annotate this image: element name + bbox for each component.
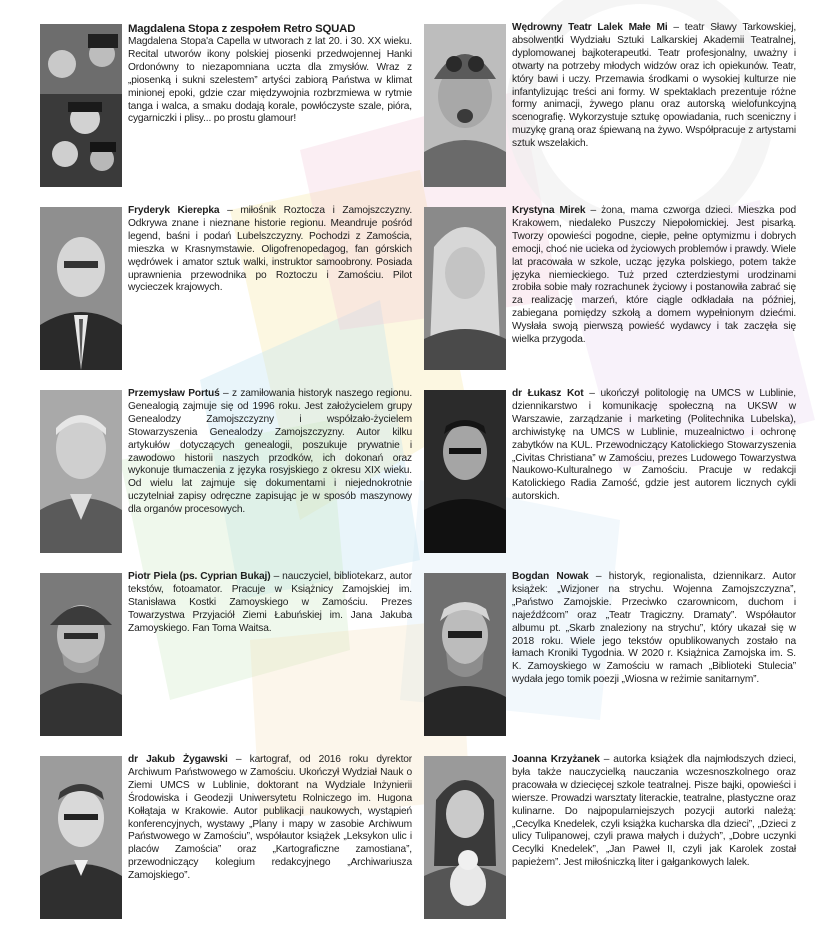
bio-zygawski [40,754,412,919]
photo-mirek [424,207,506,370]
left-column [40,22,412,919]
bio-body-stopa: Magdalena Stopa'a Capella w utworach z lat 20. i 30. XX wieku. Recital utworów ikony polskiej piosenki przedwojennej Hanki Ordonówny to niezapomniana uczta dla zmysłów. Wraz z „piosenką i sukni szelestem” artyści zabiorą Państwa w klimat minionej epoki, gdzie czar międzywojnia rozbrzmiewa w rytmie tanga i walca, a smaku dodają korale, powłóczyste szale, pióra, cygarniczki i plisy... po prostu glamour! [128,36,412,125]
bio-kot [424,388,796,553]
bio-body-mirek: – żona, mama czworga dzieci. Mieszka pod Krakowem, niedaleko Puszczy Niepołomickiej. Jest pisarką. Tworzy opowieści pogodne, ciepłe, pełne optymizmu i dobrych emocji, choć nie ucieka od życiowych problemów i prawdy. Wiele lat pracowała w szkole, ucząc języka polskiego, potem także języka niemieckiego. Tuż przed czterdziestymi urodzinami zrobiła sobie mały rozrachunek życiowy i postanowiła zabrać się za realizację marzeń, które ciągle odkładała na później, zabiegana pomiędzy szkołą a domem wypełnionym dziećmi. Wysłała swoją pierwszą powieść wydawcy i tak zaczęła się wielka przygoda. [512,205,796,346]
bio-body-krzyzanek: – autorka książek dla najmłodszych dzieci, była także nauczycielką nauczania wczesnoszkolnego oraz pracowała w dziecięcej szkole teatralnej. Pisze bajki, opowieści i wiersze. Prowadzi warsztaty literackie, teatralne, plastyczne oraz kulinarne. Do najpopularniejszych pozycji autorki należą: „Cecylka Knedelek, czyli książka kucharska dla dzieci”, „Dzieci z ulicy Tulipanowej, czyli prawa małych i dużych”, „Dobre uczynki Cecylki Knedelek”, „Jan Paweł II, czyli jak Karolek został papieżem”. Jest miłośniczką liter i gałgankowych lalek. [512,754,796,869]
photo-krzyzanek [424,756,506,919]
bio-name-kot: dr Łukasz Kot [512,388,584,399]
bio-krzyzanek [424,754,796,919]
bio-name-male-mi: Wędrowny Teatr Lalek Małe Mi [512,22,668,33]
bio-name-zygawski: dr Jakub Żygawski [128,754,228,765]
photo-woman-blonde-icon [424,207,506,370]
bio-body-piela: – nauczyciel, bibliotekarz, autor tekstów, fotoamator. Pracuje w Książnicy Zamojskiej im. Stanisława Kostki Zamoyskiego w Zamościu. Prezes Towarzystwa Przyjaciół Ziemi Łabuńskiej im. Jana Jakuba Zamoyskiego. Fan Toma Waitsa. [128,571,412,634]
bio-body-nowak: – historyk, regionalista, dziennikarz. Autor książek: „Wizjoner na strychu. Wojenna Zamojszczyzna”, „Państwo Zamojskie. Przeciwko czarownicom, duchom i najeźdźcom” oraz „Teatr Tragiczny. Dramaty”. Współautor albumu pt. „Skarb znaleziony na strychu”, który ukazał się w 2018 roku. Wiele jego tekstów opublikowanych zostało na łamach Kroniki Tygodnia. W 2020 r. Książnica Zamojska im. S. K. Zamoyskiego w Zamościu w ramach „Biblioteki Stulecia” wydała jego tomik poezji „Wiosna w reżimie sanitarnym”. [512,571,797,686]
bio-kierepka [40,205,412,370]
bio-portus [40,388,412,553]
photo-zygawski [40,756,122,919]
photo-kot [424,390,506,553]
right-column [424,22,796,919]
photo-man-smiling-icon [40,756,122,919]
photo-kierepka [40,207,122,370]
photo-man-glasses-icon [40,207,122,370]
bio-body-kot: – ukończył politologię na UMCS w Lublinie, dziennikarstwo i komunikację społeczną na UKSW w Warszawie, zarządzanie i marketing (Politechnika Lubelska), archiwistykę na UMCS w Lublinie, muzealnictwo i ochronę zabytków na KUL. Przewodniczący Katolickiego Stowarzyszenia „Civitas Christiana” w Zamościu, prezes Ludowego Towarzystwa Naukowo-Kulturalnego w Zamościu. Pracuje w redakcji Katolickiego Radia Zamość, gdzie jest autorem licznych cykli autorskich. [512,388,796,503]
bio-name-kierepka: Fryderyk Kierepka [128,205,220,216]
photo-man-dark-icon [424,390,506,553]
bio-piela [40,571,412,736]
bio-body-kierepka: – miłośnik Roztocza i Zamojszczyzny. Odkrywa znane i nieznane historie regionu. Meandruje pośród legend, baśni i podań Lubelszczyzny. Pochodzi z Zamościa, mieszka w Krasnymstawie. Oligofrenopedagog, fan górskich wędrówek i amator sztuk walki, instruktor samoobrony. Posiada uprawnienia przewodnika po Roztoczu i Zamościu. Pilot wycieczek krajowych. [128,205,413,294]
photo-nowak [424,573,506,736]
bio-name-portus: Przemysław Portuś [128,388,220,399]
bio-male-mi [424,22,796,187]
photo-portus [40,390,122,553]
bio-name-mirek: Krystyna Mirek [512,205,586,216]
bio-name-stopa: Magdalena Stopa z zespołem Retro SQUAD [128,23,356,35]
bio-name-krzyzanek: Joanna Krzyżanek [512,754,600,765]
photo-male-mi [424,24,506,187]
photo-man-beard-icon [424,573,506,736]
photo-piela [40,573,122,736]
bio-stopa [40,22,412,187]
photo-group-retro-icon [40,24,122,187]
photo-stopa [40,24,122,187]
bio-name-nowak: Bogdan Nowak [512,571,589,582]
bio-nowak [424,571,796,736]
bio-body-male-mi: – teatr Sławy Tarkowskiej, absolwentki Wydziału Sztuki Lalkarskiej Akademii Teatralnej, dyplomowanej bajkoterapeutki. Teatr profesjonalny, uważny i otwarty na potrzeby młodych widzów oraz ich opiekunów. Teatr, który bawi i uczy. Przemawia środkami o wysokiej kulturze nie infantylizując treści ani formy. W spektaklach prezentuje różne formy animacji, żywego planu oraz autorską wielofunkcyjną scenografię. Wykorzystuje sztukę opowiadania, ruch sceniczny i muzykę graną oraz śpiewaną na żywo. Współpracuje z artystami sztuk wszelakich. [512,22,796,150]
bio-name-piela: Piotr Piela (ps. Cyprian Bukaj) [128,571,271,582]
photo-older-man-icon [40,390,122,553]
bio-mirek [424,205,796,370]
photo-woman-aviator-hat-icon [424,24,506,187]
photo-man-cap-icon [40,573,122,736]
photo-woman-doll-icon [424,756,506,919]
bio-body-zygawski: – kartograf, od 2016 roku dyrektor Archiwum Państwowego w Zamościu. Ukończył Wydział Nauk o Ziemi UMCS w Lublinie, doktorant na Wydziale Inżynierii Środowiska i Geodezji Uniwersytetu Rolniczego im. Hugona Kołłątaja w Krakowie. Autor publikacji naukowych, wystąpień konferencyjnych, wystawy „Plany i mapy w zasobie Archiwum Państwowego w Zamościu”, współautor książek „Leksykon ulic i placów Zamościa” oraz „Kartograficzne zamostiana”, przewodniczący kolegium redakcyjnego „Archiwariusza Zamojskiego”. [128,754,413,882]
bio-body-portus: – z zamiłowania historyk naszego regionu. Genealogią zajmuje się od 1996 roku. Jest założycielem grupy Genealodzy Zamojszczyzny i współzało-życielem Stowarzyszenia Genealodzy Zamojszczyzny. Autor kilku artykułów dotyczących genealogii, poszukuje prywatnie i zawodowo historii naszych przodków, ich dokonań oraz wykonuje tłumaczenia z języka rosyjskiego z okresu XIX wieku. Od wielu lat zajmuje się dokumentami i niejednokrotnie uczytelniał zapisy odręczne zapisując je w sposób maszynowy dla organów procesowych. [128,388,413,516]
